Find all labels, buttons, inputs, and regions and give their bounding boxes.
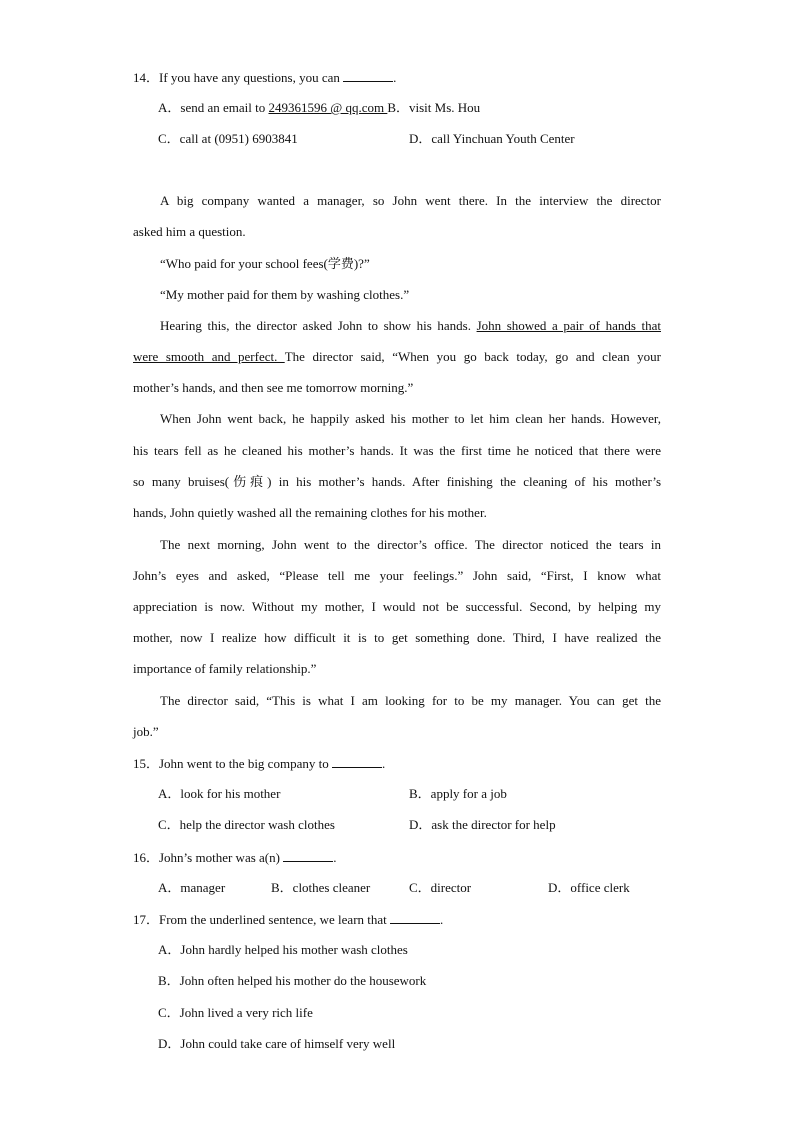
q15-option-b: B．apply for a job [409,786,507,801]
passage-line: A big company wanted a manager, so John went there. In the interview the director [160,193,661,208]
q17-option-c: C．John lived a very rich life [158,1005,313,1020]
question-16: 16．John’s mother was a(n) . [133,850,337,865]
passage-line: “My mother paid for them by washing clothes.” [160,287,410,302]
passage-line: Hearing this, the director asked John to show his hands. John showed a pair of hands that [160,318,661,333]
q16-option-b: B．clothes cleaner [271,880,371,895]
answer-blank [343,69,393,82]
q17-option-b: B．John often helped his mother do the housework [158,973,427,988]
question-17: 17．From the underlined sentence, we learn that . [133,912,444,927]
q14-option-a: A．send an email to 249361596 @ qq.com B．visit Ms. Hou [158,100,481,115]
answer-blank [390,911,440,924]
q16-option-a: A．manager [158,880,226,895]
underlined-sentence: were smooth and perfect. [133,349,285,364]
q14-option-d: D．call Yinchuan Youth Center [409,131,575,146]
q15-option-a: A．look for his mother [158,786,281,801]
answer-blank [332,755,382,768]
passage-line: John’s eyes and asked, “Please tell me your feelings.” John said, “First, I know what [133,568,661,583]
question-15: 15．John went to the big company to . [133,756,386,771]
passage-line: mother’s hands, and then see me tomorrow morning.” [133,380,414,395]
passage-line: The director said, “This is what I am looking for to be my manager. You can get the [160,693,661,708]
passage-line: job.” [133,724,159,739]
passage-line: hands, John quietly washed all the remaining clothes for his mother. [133,505,487,520]
underlined-sentence: John showed a pair of hands that [476,318,661,333]
passage-line: importance of family relationship.” [133,661,317,676]
q15-option-c: C．help the director wash clothes [158,817,335,832]
passage-line: appreciation is now. Without my mother, I would not be successful. Second, by helping my [133,599,661,614]
q15-option-d: D．ask the director for help [409,817,556,832]
passage-line: so many bruises(伤痕) in his mother’s hands. After finishing the cleaning of his mother’s [133,474,661,489]
question-14: 14．If you have any questions, you can . [133,70,397,85]
q16-option-d: D．office clerk [548,880,630,895]
q17-option-a: A．John hardly helped his mother wash clothes [158,942,408,957]
q14-option-c: C．call at (0951) 6903841 [158,131,298,146]
q16-option-c: C．director [409,880,472,895]
passage-line: When John went back, he happily asked his mother to let him clean her hands. However, [160,411,661,426]
answer-blank [283,849,333,862]
question-14-stem: 14．If you have any questions, you can [133,70,344,85]
passage-line: “Who paid for your school fees(学费)?” [160,256,370,271]
email-link-text: 249361596 @ qq.com [268,100,388,115]
q17-option-d: D．John could take care of himself very well [158,1036,396,1051]
passage-line: were smooth and perfect. The director said, “When you go back today, go and clean your [133,349,661,364]
passage-line: his tears fell as he cleaned his mother’s hands. It was the first time he noticed that there were [133,443,661,458]
passage-line: asked him a question. [133,224,246,239]
passage-line: mother, now I realize how difficult it is to get something done. Third, I have realized the [133,630,661,645]
passage-line: The next morning, John went to the director’s office. The director noticed the tears in [160,537,661,552]
